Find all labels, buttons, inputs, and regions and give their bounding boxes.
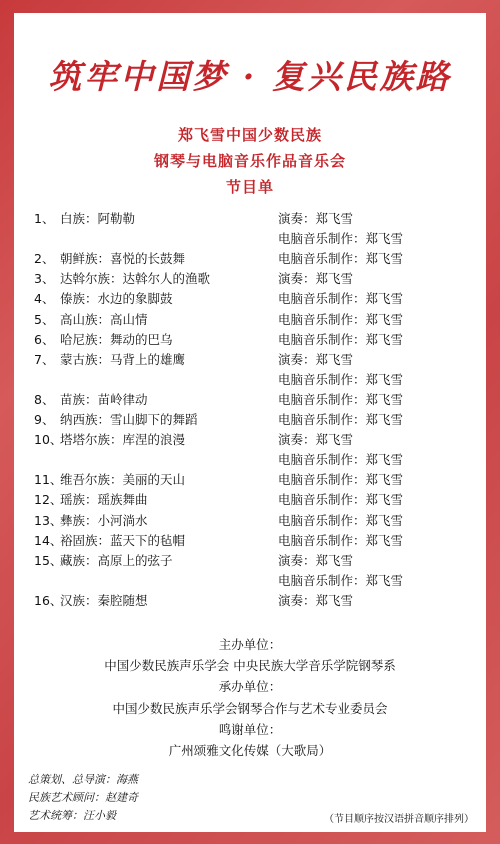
program-heading: 节目单 (225, 178, 274, 196)
program-title: 维吾尔族：美丽的天山 (60, 472, 186, 488)
program-number: 2、 (34, 251, 55, 267)
program-number: 13、 (34, 512, 63, 528)
program-performer: 电脑音乐制作：郑飞雪 (278, 231, 404, 247)
program-performer: 电脑音乐制作：郑飞雪 (278, 452, 404, 468)
host-label: 主办单位： (218, 637, 282, 652)
credit-advisor: 民族艺术顾问：赵建奇 (28, 791, 138, 804)
program-performer: 演奏：郑飞雪 (278, 271, 354, 287)
program-performer: 电脑音乐制作：郑飞雪 (278, 311, 404, 327)
program-row (14, 591, 486, 611)
program-number: 4、 (34, 291, 55, 307)
program-number: 16、 (34, 592, 63, 608)
program-number: 12、 (34, 492, 63, 508)
program-number: 6、 (34, 331, 55, 347)
thanks-label: 鸣谢单位： (218, 722, 282, 737)
program-row (14, 269, 486, 289)
program-title: 哈尼族：舞动的巴乌 (60, 331, 173, 347)
program-title: 白族：阿勒勒 (60, 211, 136, 226)
program-title: 达斡尔族：达斡尔人的渔歌 (60, 271, 211, 287)
program-performer: 电脑音乐制作：郑飞雪 (278, 532, 404, 548)
program-performer: 电脑音乐制作：郑飞雪 (278, 371, 404, 387)
program-row (14, 511, 486, 531)
program-title: 汉族：秦腔随想 (60, 592, 148, 608)
program-title: 彝族：小河淌水 (60, 512, 148, 528)
program-performer: 演奏：郑飞雪 (278, 592, 354, 608)
concert-title-line1: 郑飞雪中国少数民族 (177, 126, 322, 144)
program-row (14, 551, 486, 571)
program-performer: 电脑音乐制作：郑飞雪 (278, 492, 404, 508)
organizer-text: 中国少数民族声乐学会钢琴合作与艺术专业委员会 (112, 701, 388, 716)
organizer-label: 承办单位： (218, 679, 282, 694)
program-row (14, 229, 486, 249)
program-number: 9、 (34, 412, 55, 427)
program-performer: 电脑音乐制作：郑飞雪 (278, 572, 404, 588)
program-title: 高山族：高山情 (60, 311, 148, 327)
program-row (14, 310, 486, 330)
program-title: 裕固族：蓝天下的毡帽 (60, 532, 186, 548)
program-row (14, 571, 486, 591)
program-number: 10、 (34, 432, 63, 448)
program-performer: 演奏：郑飞雪 (278, 351, 354, 367)
program-number: 15、 (34, 552, 63, 568)
program-row (14, 330, 486, 350)
program-row (14, 450, 486, 470)
program-number: 1、 (34, 211, 55, 226)
program-title: 藏族：高原上的弦子 (60, 552, 173, 568)
order-note: （节目顺序按汉语拼音顺序排列） (324, 814, 474, 825)
headline: 筑牢中国梦 · 复兴民族路 (48, 57, 452, 96)
program-sheet (14, 13, 486, 832)
program-row (14, 350, 486, 370)
program-number: 11、 (34, 472, 63, 488)
program-performer: 电脑音乐制作：郑飞雪 (278, 331, 404, 347)
program-row (14, 390, 486, 410)
program-title: 瑶族：瑶族舞曲 (60, 492, 148, 508)
credit-coordinator: 艺术统筹：汪小毅 (28, 809, 116, 822)
program-performer: 电脑音乐制作：郑飞雪 (278, 251, 404, 267)
program-performer: 电脑音乐制作：郑飞雪 (278, 412, 404, 427)
program-title: 苗族：苗岭律动 (60, 391, 148, 407)
program-title: 蒙古族：马背上的雄鹰 (60, 351, 186, 367)
program-number: 5、 (34, 311, 55, 327)
program-performer: 演奏：郑飞雪 (278, 432, 354, 448)
program-performer: 电脑音乐制作：郑飞雪 (278, 472, 404, 488)
program-row (14, 430, 486, 450)
program-row (14, 289, 486, 309)
program-row (14, 470, 486, 490)
program-title: 朝鲜族：喜悦的长鼓舞 (60, 251, 186, 267)
program-row (14, 249, 486, 269)
program-performer: 演奏：郑飞雪 (278, 211, 354, 226)
program-row (14, 370, 486, 390)
program-title: 傣族：水边的象脚鼓 (60, 291, 173, 307)
program-number: 3、 (34, 271, 55, 287)
program-row (14, 410, 486, 430)
program-number: 7、 (34, 351, 55, 367)
program-performer: 演奏：郑飞雪 (278, 552, 354, 568)
program-performer: 电脑音乐制作：郑飞雪 (278, 291, 404, 307)
program-row (14, 209, 486, 229)
credit-director: 总策划、总导演：海燕 (28, 773, 138, 786)
program-number: 8、 (34, 391, 55, 407)
concert-title-line2: 钢琴与电脑音乐作品音乐会 (153, 152, 346, 170)
program-number: 14、 (34, 532, 63, 548)
program-title: 塔塔尔族：库涅的浪漫 (60, 432, 186, 448)
host-text: 中国少数民族声乐学会 中央民族大学音乐学院钢琴系 (104, 658, 396, 673)
thanks-text: 广州颂雅文化传媒（大歌局） (168, 743, 332, 758)
program-row (14, 531, 486, 551)
program-row (14, 490, 486, 510)
program-performer: 电脑音乐制作：郑飞雪 (278, 512, 404, 528)
program-title: 纳西族：雪山脚下的舞蹈 (60, 412, 198, 427)
program-performer: 电脑音乐制作：郑飞雪 (278, 391, 404, 407)
